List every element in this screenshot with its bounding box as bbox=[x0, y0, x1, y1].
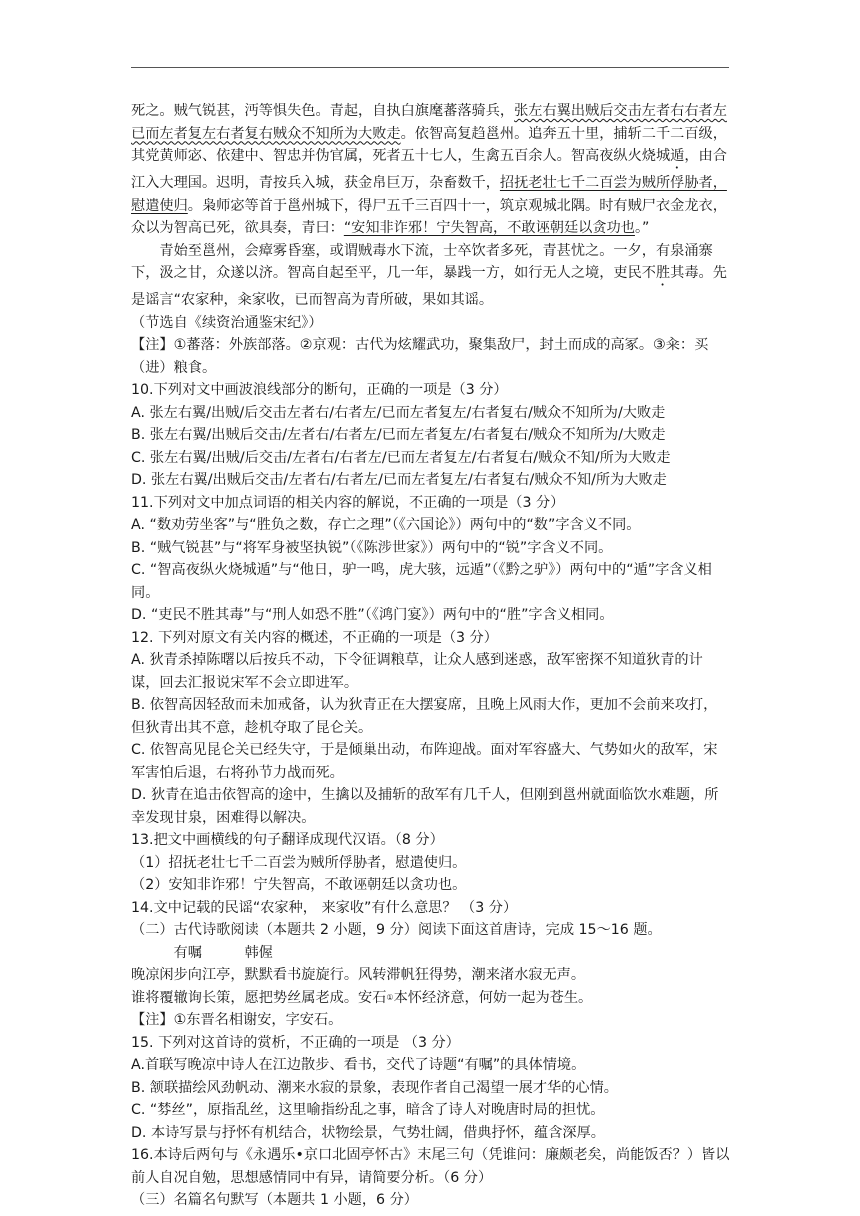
question-list bbox=[131, 379, 731, 942]
question-line: 12. 下列对原文有关内容的概述，不正确的一项是（3 分） bbox=[131, 629, 498, 646]
poem-heading bbox=[131, 942, 731, 965]
question-line: B. 依智高因轻敌而未加戒备，认为狄青正在大摆宴席，且晚上风雨大作，更加不会前来攻打，但狄青出其不意，趁机夺取了昆仑关。 bbox=[131, 697, 718, 736]
passage-text: 。枭师宓等首于邕州城下，得尸五千三百四十一，筑京观城北隅。时有贼尸衣金龙衣，众以为智高已死，欲具奏，青曰： bbox=[131, 197, 727, 236]
underlined-sentence-1: 招抚老壮七千二百尝为贼所俘胁者，慰遣使归 bbox=[131, 175, 727, 214]
passage-text: 青始至邕州，会瘴雾昏塞，或谓贼毒水下流，士卒饮者多死，青甚忧之。一夕，有泉涌寨下，汲之甘，众遂以济。智高自起至平，几一年，暴践一方，如行无人之境，吏民不 bbox=[131, 242, 713, 281]
question-line: C. 张左右翼/出贼/后交击/左者右/右者左/已而左者复左/右者复右/贼众不知/所为大败走 bbox=[131, 449, 671, 466]
question-line: 16.本诗后两句与《永遇乐•京口北固亭怀古》末尾三句（凭谁问：廉颇老矣，尚能饭否？）皆以前人自况自勉，思想感情同中有异，请简要分析。（6 分） bbox=[131, 1147, 730, 1186]
question-line: A.首联写晚凉中诗人在江边散步、看书，交代了诗题“有嘱”的具体情境。 bbox=[131, 1057, 586, 1073]
question-list-2 bbox=[131, 1032, 731, 1212]
question-line: D. 张左右翼/出贼后交击/左者右/右者左/已而左者复左/右者复右/贼众不知/所为大败走 bbox=[131, 472, 667, 488]
question-line: 11.下列对文中加点词语的相关内容的解说，不正确的一项是（3 分） bbox=[131, 494, 565, 511]
question-line: A. 张左右翼/出贼/后交击左者右/右者左/已而左者复左/右者复右/贼众不知所为/大败走 bbox=[131, 404, 666, 421]
question-line: （2）安知非诈邪！宁失智高，不敢诬朝廷以贪功也。 bbox=[131, 877, 467, 893]
question-line: 13.把文中画横线的句子翻译成现代汉语。（8 分） bbox=[131, 832, 444, 848]
question-line: D. 狄青在追击依智高的途中，生擒以及捕斩的敌军有几千人，但刚到邕州就面临饮水难题，所幸发现甘泉，困难得以解决。 bbox=[131, 787, 719, 826]
header-rule bbox=[131, 67, 729, 68]
question-line: D. “吏民不胜其毒”与“刑人如恐不胜”（《鸿门宴》）两句中的“胜”字含义相同。 bbox=[131, 607, 614, 623]
passage-text: 其毒。先是谣言“农家种，籴家收，已而智高为青所破，果如其谣。 bbox=[131, 265, 727, 308]
question-line: D. 本诗写景与抒怀有机结合，状物绘景，气势壮阔，借典抒怀，蕴含深厚。 bbox=[131, 1124, 605, 1141]
question-line: A. 狄青杀掉陈曙以后按兵不动，下令征调粮草，让众人感到迷惑，敌军密探不知道狄青的计谋，回去汇报说宋军不会立即进军。 bbox=[131, 652, 703, 691]
poem-text: 本怀经济意，何妨一起为苍生。 bbox=[393, 989, 593, 1006]
question-line: C. “棼丝”，原指乱丝，这里喻指纷乱之事，暗含了诗人对晚唐时局的担忧。 bbox=[131, 1102, 605, 1118]
question-line: （1）招抚老壮七千二百尝为贼所俘胁者，慰遣使归。 bbox=[131, 854, 467, 871]
question-line: 14.文中记载的民谣“农家种， 来家收”有什么意思？ （3 分） bbox=[131, 899, 518, 916]
question-line: B. 张左右翼/出贼后交击/左者右/右者左/已而左者复左/右者复右/贼众不知所为/大败走 bbox=[131, 427, 666, 443]
poem-text: 谁将覆辙询长策，愿把势丝属老成。安石 bbox=[131, 989, 387, 1006]
passage-text: 死之。贼气锐甚，沔等惧失色。青起，自执白旗麾蕃落骑兵， bbox=[131, 103, 515, 119]
question-line: （三）名篇名句默写（本题共 1 小题，6 分） bbox=[131, 1192, 418, 1208]
poem-note: 【注】①东晋名相谢安，字安石。 bbox=[131, 1012, 343, 1028]
question-line: B. 颔联描绘风劲帆动、潮来水寂的景象，表现作者自己渴望一展才华的心情。 bbox=[131, 1079, 618, 1096]
dotted-word: 遁 bbox=[670, 148, 685, 164]
poem-line-1: 晚凉闲步向江亭，默默看书旋旋行。风转滞帆狂得势，潮来渚水寂无声。 bbox=[131, 967, 586, 983]
question-line: B. “贼气锐甚”与“将军身被坚执锐”（《陈涉世家》）两句中的“锐”字含义不同。 bbox=[131, 539, 613, 556]
passage-text: 。依智高复趋邕州。追奔五十里，捕斩二千二百级，其党黄师宓、依建中、智忠并伪官属，死者五十七人，生禽五百余人。智高夜纵火烧城 bbox=[131, 125, 727, 164]
passage-note: 【注】①蕃落：外族部落。②京观：古代为炫耀武功，聚集敌尸，封土而成的高冢。③籴：买（进）粮食。 bbox=[131, 337, 709, 376]
question-line: （二）古代诗歌阅读（本题共 2 小题，9 分）阅读下面这首唐诗，完成 15～16 题。 bbox=[131, 922, 662, 938]
poem-line-2 bbox=[131, 987, 731, 1010]
passage-paragraph-2 bbox=[131, 240, 731, 312]
question-line: 15. 下列对这首诗的赏析，不正确的一项是 （3 分） bbox=[131, 1034, 460, 1051]
passage-text: ，由合江入大理国。迟明，青按兵入城，获金帛巨万，杂畜数千， bbox=[131, 148, 727, 191]
question-line: C. 依智高见昆仑关已经失守，于是倾巢出动，布阵迎战。面对军容盛大、气势如火的敌军，宋军害怕后退，右将孙节力战而死。 bbox=[131, 742, 718, 781]
passage-source: （节选自《续资治通鉴宋纪》） bbox=[131, 314, 323, 331]
footnote-marker: ① bbox=[386, 992, 394, 1002]
wavy-underlined-sentence: 张左右翼出贼后交击左者右右者左已而左者复左右者复右贼众不知所为大败走 bbox=[131, 103, 727, 142]
poem-author: 韩偓 bbox=[244, 944, 273, 961]
question-line: 10.下列对文中画波浪线部分的断句，正确的一项是（3 分） bbox=[131, 382, 508, 398]
dotted-word: 胜 bbox=[655, 265, 671, 281]
question-line: C. “智高夜纵火烧城遁”与“他日，驴一鸣，虎大骇，远遁”（《黔之驴》）两句中的“遁”字含义相同。 bbox=[131, 562, 712, 601]
passage-paragraph-1 bbox=[131, 100, 731, 240]
passage-text: 。” bbox=[634, 220, 650, 236]
underlined-sentence-2: “安知非诈邪！宁失智高，不敢诬朝廷以贪功也 bbox=[343, 220, 635, 236]
poem-title: 有嘱 bbox=[173, 944, 202, 961]
document-body bbox=[131, 100, 731, 1212]
question-line: A. “数劝劳坐客”与“胜负之数，存亡之理”（《六国论》）两句中的“数”字含义不同。 bbox=[131, 517, 641, 533]
